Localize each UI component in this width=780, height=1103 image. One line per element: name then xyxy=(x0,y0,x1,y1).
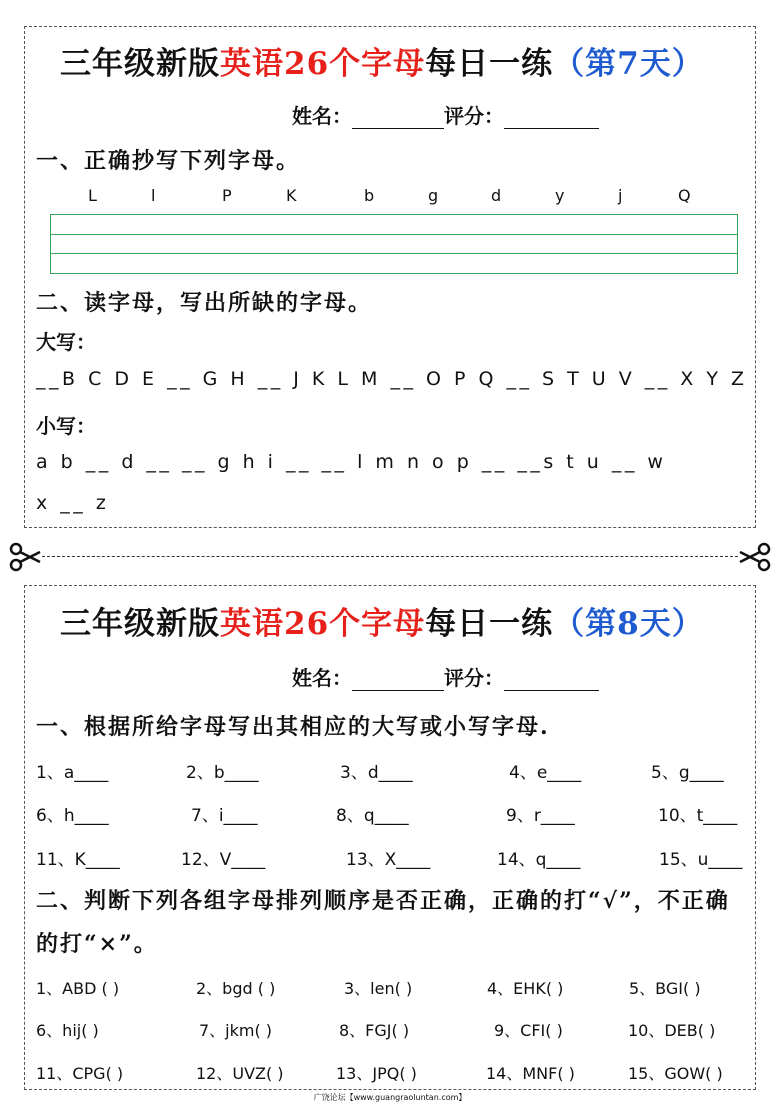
q2-item: 8、FGJ( ) xyxy=(339,1021,410,1040)
q1-item: 13、X____ xyxy=(346,850,431,870)
lower-sequence-1: a b __ d __ __ g h i __ __ l m n o p __ __s t u __ w xyxy=(36,451,667,473)
q2-item: 13、JPQ( ) xyxy=(336,1064,417,1083)
day8-section2-heading: 二、判断下列各组字母排列顺序是否正确，正确的打“√”，不正确 xyxy=(36,888,730,914)
q2-item: 9、CFI( ) xyxy=(494,1021,563,1040)
day7-letter: j xyxy=(618,186,623,205)
q2-item: 5、BGI( ) xyxy=(629,979,701,998)
day7-letter: y xyxy=(555,186,565,205)
day8-name-score-row xyxy=(292,662,599,691)
q2-item: 6、hij( ) xyxy=(36,1021,99,1040)
name-label: 姓名： xyxy=(292,666,352,690)
q1-item: 3、d____ xyxy=(340,763,413,783)
day8-section1-heading: 一、根据所给字母写出其相应的大写或小写字母. xyxy=(36,714,550,740)
day8-title: 三年级新版英语26个字母每日一练（第8天） xyxy=(60,606,704,642)
score-label: 评分： xyxy=(444,104,504,128)
day7-letter: K xyxy=(286,186,297,205)
name-field[interactable] xyxy=(352,108,444,129)
q1-item: 14、q____ xyxy=(497,850,581,870)
q1-item: 9、r____ xyxy=(506,806,575,826)
day7-letter: P xyxy=(222,186,232,205)
writing-lines[interactable] xyxy=(50,214,738,274)
score-field[interactable] xyxy=(504,670,599,691)
q1-item: 4、e____ xyxy=(509,763,582,783)
day7-letter: l xyxy=(151,186,156,205)
q2-item: 1、ABD ( ) xyxy=(36,979,120,998)
q2-item: 3、len( ) xyxy=(344,979,413,998)
upper-sequence: __B C D E __ G H __ J K L M __ O P Q __ S T U V __ X Y Z xyxy=(36,368,748,390)
day7-letter: g xyxy=(428,186,439,205)
q1-item: 11、K____ xyxy=(36,850,120,870)
scissors-icon xyxy=(8,540,42,574)
day8-card xyxy=(24,585,756,1090)
q1-item: 12、V____ xyxy=(181,850,266,870)
lower-sequence-2: x __ z xyxy=(36,492,110,514)
name-label: 姓名： xyxy=(292,104,352,128)
q1-item: 15、u____ xyxy=(659,850,743,870)
name-field[interactable] xyxy=(352,670,444,691)
day7-section2-heading: 二、读字母，写出所缺的字母。 xyxy=(36,290,373,316)
q1-item: 1、a____ xyxy=(36,763,109,783)
q1-item: 2、b____ xyxy=(186,763,259,783)
day8-section2-heading-cont: 的打“×”。 xyxy=(36,931,158,957)
q2-item: 2、bgd ( ) xyxy=(196,979,276,998)
q1-item: 10、t____ xyxy=(658,806,738,826)
day7-section1-heading: 一、正确抄写下列字母。 xyxy=(36,148,301,174)
q1-item: 8、q____ xyxy=(336,806,409,826)
q2-item: 4、EHK( ) xyxy=(487,979,564,998)
q2-item: 12、UVZ( ) xyxy=(196,1064,284,1083)
footer-source: 广饶论坛【www.guangraoluntan.com】 xyxy=(313,1093,467,1102)
day7-letter: L xyxy=(88,186,97,205)
day7-letter: d xyxy=(491,186,502,205)
lower-label: 小写： xyxy=(36,414,96,438)
q2-item: 10、DEB( ) xyxy=(628,1021,716,1040)
q2-item: 11、CPG( ) xyxy=(36,1064,124,1083)
day7-title: 三年级新版英语26个字母每日一练（第7天） xyxy=(60,46,704,82)
q1-item: 6、h____ xyxy=(36,806,109,826)
q1-item: 5、g____ xyxy=(651,763,724,783)
score-field[interactable] xyxy=(504,108,599,129)
day7-letter: Q xyxy=(678,186,691,205)
q2-item: 7、jkm( ) xyxy=(199,1021,273,1040)
day7-letter: b xyxy=(364,186,375,205)
upper-label: 大写： xyxy=(36,330,96,354)
scissors-icon xyxy=(738,540,772,574)
score-label: 评分： xyxy=(444,666,504,690)
day7-name-score-row xyxy=(292,100,599,129)
cut-line xyxy=(42,556,738,557)
q1-item: 7、i____ xyxy=(191,806,258,826)
q2-item: 15、GOW( ) xyxy=(628,1064,723,1083)
q2-item: 14、MNF( ) xyxy=(486,1064,575,1083)
